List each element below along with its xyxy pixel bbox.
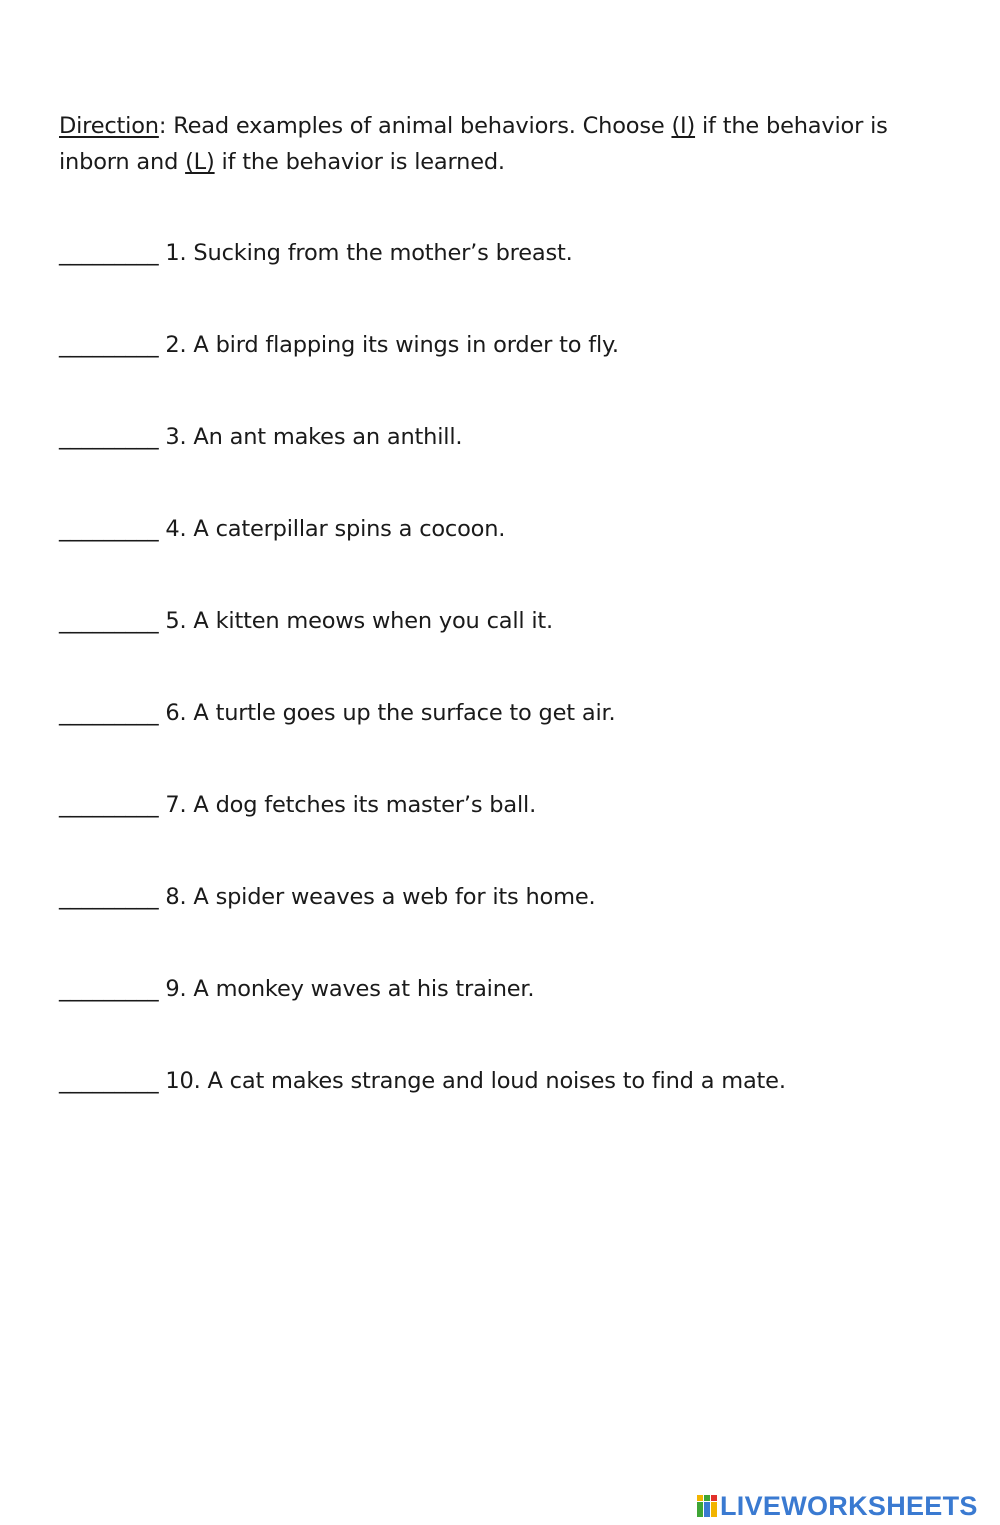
answer-blank-4[interactable]: _________ <box>59 516 159 542</box>
question-5 <box>59 606 553 636</box>
direction-text-2: if the behavior is inborn and <box>59 113 888 175</box>
answer-blank-6[interactable]: _________ <box>59 700 159 726</box>
answer-blank-10[interactable]: _________ <box>59 1068 159 1094</box>
answer-blank-7[interactable]: _________ <box>59 792 159 818</box>
question-2 <box>59 330 619 360</box>
question-text-5: 5. A kitten meows when you call it. <box>158 608 554 634</box>
question-10 <box>59 1066 786 1096</box>
question-text-8: 8. A spider weaves a web for its home. <box>158 884 596 910</box>
option-inborn: (I) <box>671 113 696 139</box>
question-3 <box>59 422 462 452</box>
question-1 <box>59 238 573 268</box>
answer-blank-9[interactable]: _________ <box>59 976 159 1002</box>
direction-text-3: if the behavior is learned. <box>214 149 505 175</box>
question-9 <box>59 974 534 1004</box>
liveworksheets-logo[interactable] <box>697 1488 978 1524</box>
question-4 <box>59 514 505 544</box>
direction-label: Direction <box>59 113 159 139</box>
question-text-9: 9. A monkey waves at his trainer. <box>158 976 535 1002</box>
answer-blank-5[interactable]: _________ <box>59 608 159 634</box>
answer-blank-1[interactable]: _________ <box>59 240 159 266</box>
direction-text-1: : Read examples of animal behaviors. Choose <box>158 113 672 139</box>
logo-text: LIVEWORKSHEETS <box>720 1490 978 1521</box>
question-8 <box>59 882 595 912</box>
liveworksheets-logo-icon <box>697 1493 719 1519</box>
question-text-4: 4. A caterpillar spins a cocoon. <box>158 516 506 542</box>
question-text-7: 7. A dog fetches its master’s ball. <box>158 792 537 818</box>
question-7 <box>59 790 536 820</box>
answer-blank-8[interactable]: _________ <box>59 884 159 910</box>
question-text-6: 6. A turtle goes up the surface to get air. <box>158 700 616 726</box>
direction-paragraph <box>59 108 939 180</box>
answer-blank-3[interactable]: _________ <box>59 424 159 450</box>
question-6 <box>59 698 615 728</box>
option-learned: (L) <box>185 149 215 175</box>
answer-blank-2[interactable]: _________ <box>59 332 159 358</box>
question-text-3: 3. An ant makes an anthill. <box>158 424 463 450</box>
question-text-1: 1. Sucking from the mother’s breast. <box>158 240 573 266</box>
question-text-10: 10. A cat makes strange and loud noises to find a mate. <box>158 1068 786 1094</box>
question-text-2: 2. A bird flapping its wings in order to fly. <box>158 332 619 358</box>
